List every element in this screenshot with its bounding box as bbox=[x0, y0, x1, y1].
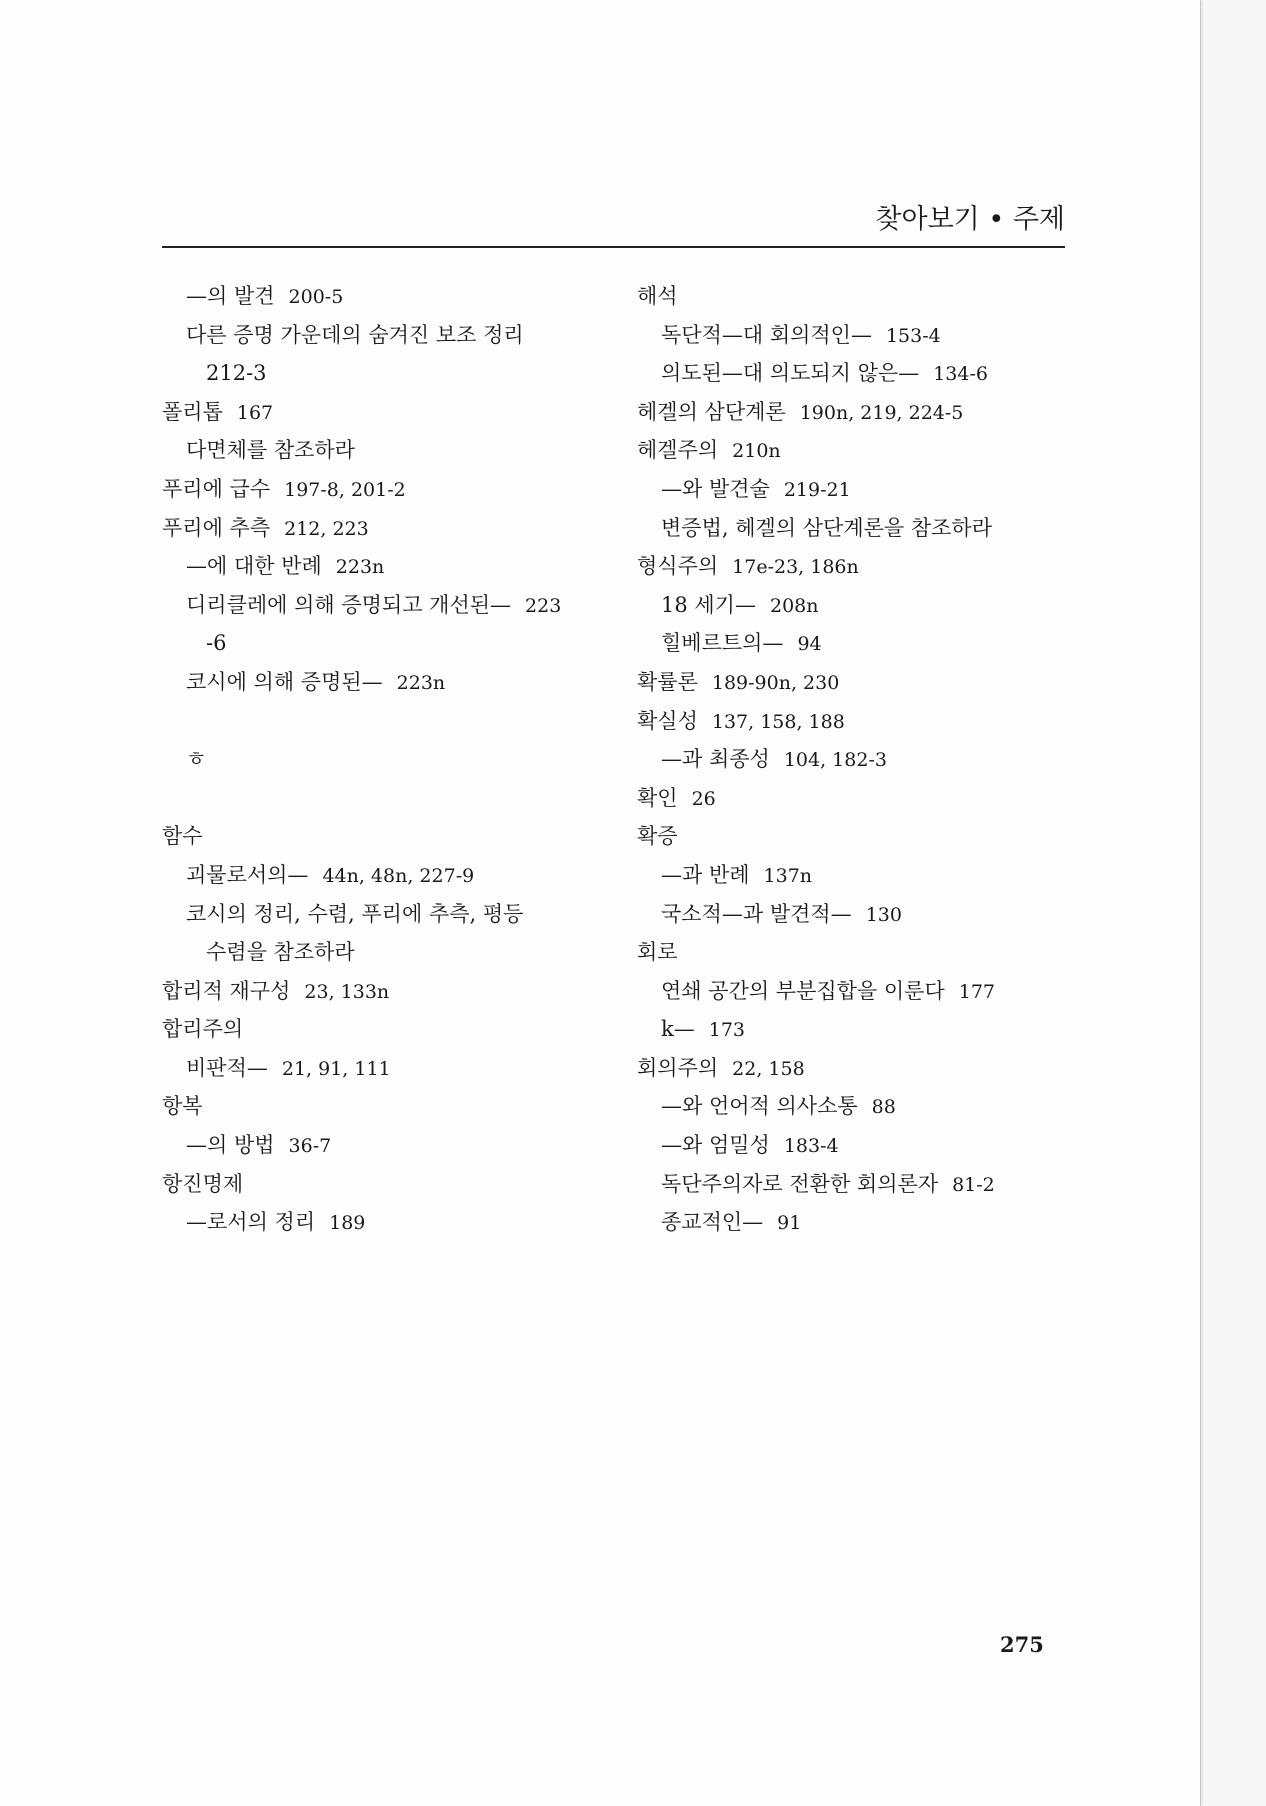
index-page-refs: 130 bbox=[865, 903, 902, 926]
index-page-refs: 189 bbox=[329, 1212, 366, 1235]
index-heading bbox=[162, 1010, 612, 1049]
index-column-right bbox=[637, 277, 1067, 1242]
index-term: 212-3 bbox=[206, 361, 267, 386]
index-heading bbox=[162, 470, 612, 509]
index-heading bbox=[637, 663, 1067, 702]
index-term: 변증법, 헤겔의 삼단계론을 참조하라 bbox=[661, 515, 992, 540]
index-subentry bbox=[162, 1203, 612, 1242]
index-page-refs: 200-5 bbox=[288, 286, 344, 308]
index-page-refs: 183-4 bbox=[783, 1135, 839, 1158]
index-subentry bbox=[637, 972, 1067, 1011]
index-term: 디리클레에 의해 증명되고 개선된— bbox=[186, 592, 512, 617]
index-subentry bbox=[162, 547, 612, 586]
index-page-refs: 36-7 bbox=[288, 1135, 332, 1158]
index-subentry bbox=[162, 431, 612, 470]
index-page-refs: 44n, 48n, 227-9 bbox=[322, 864, 475, 887]
index-page-refs: 21, 91, 111 bbox=[281, 1057, 391, 1080]
index-term: 코시의 정리, 수렴, 푸리에 추측, 평등 bbox=[186, 901, 524, 926]
index-heading bbox=[637, 817, 1067, 856]
index-term: 폴리톱 bbox=[162, 399, 223, 424]
index-term: 헤겔의 삼단계론 bbox=[637, 399, 786, 424]
index-term: —과 최종성 bbox=[661, 747, 770, 772]
index-subentry bbox=[162, 663, 612, 702]
index-term: 괴물로서의— bbox=[186, 862, 309, 887]
index-term: 국소적—과 발견적— bbox=[661, 901, 852, 926]
index-page-refs: 167 bbox=[236, 401, 274, 424]
index-term: 해석 bbox=[637, 284, 678, 308]
index-heading bbox=[637, 431, 1067, 470]
index-subentry bbox=[637, 895, 1067, 934]
index-page-refs: 190n, 219, 224-5 bbox=[799, 401, 964, 424]
index-spacer bbox=[162, 779, 612, 818]
index-term: —와 엄밀성 bbox=[661, 1133, 770, 1158]
index-page-refs: 88 bbox=[871, 1096, 896, 1119]
index-term: 확증 bbox=[637, 824, 678, 849]
index-term: 항복 bbox=[162, 1094, 203, 1119]
index-page-refs: 134-6 bbox=[933, 363, 988, 386]
index-heading bbox=[162, 1165, 612, 1204]
index-subentry bbox=[162, 1049, 612, 1088]
index-page-refs: 17e-23, 186n bbox=[732, 556, 859, 579]
index-heading bbox=[162, 817, 612, 856]
index-subentry bbox=[162, 316, 612, 355]
index-spacer bbox=[162, 702, 612, 741]
index-subentry bbox=[637, 1165, 1067, 1204]
index-term: —과 반례 bbox=[661, 862, 750, 887]
index-term: 확인 bbox=[637, 785, 678, 810]
running-head-title: 찾아보기 • 주제 bbox=[875, 204, 1065, 235]
index-page-refs: 208n bbox=[769, 594, 819, 617]
index-term: 의도된—대 의도되지 않은— bbox=[661, 361, 920, 386]
index-page-refs: 212, 223 bbox=[284, 517, 369, 540]
index-term: 함수 bbox=[162, 824, 203, 849]
index-subentry bbox=[637, 316, 1067, 355]
index-term: -6 bbox=[206, 631, 227, 656]
index-term: 수렴을 참조하라 bbox=[206, 940, 355, 965]
index-page-refs: 189-90n, 230 bbox=[711, 671, 840, 694]
index-term: 종교적인— bbox=[661, 1210, 764, 1235]
index-term: 독단주의자로 전환한 회의론자 bbox=[661, 1171, 939, 1196]
index-heading bbox=[162, 393, 612, 432]
index-term: 헤겔주의 bbox=[637, 438, 719, 463]
index-subentry bbox=[637, 1087, 1067, 1126]
index-page-refs: 177 bbox=[958, 980, 996, 1003]
index-term: 연쇄 공간의 부분집합을 이룬다 bbox=[661, 978, 945, 1003]
index-page-refs: 23, 133n bbox=[304, 980, 390, 1003]
index-term: 힐베르트의— bbox=[661, 631, 784, 656]
running-head bbox=[162, 200, 1065, 248]
index-subentry bbox=[637, 1010, 1067, 1049]
index-term: 형식주의 bbox=[637, 554, 719, 579]
index-subentry bbox=[637, 354, 1067, 393]
index-subentry bbox=[162, 1126, 612, 1165]
index-heading bbox=[637, 933, 1067, 972]
index-subentry bbox=[162, 354, 612, 393]
index-term: —의 발견 bbox=[186, 284, 275, 308]
index-term: 확실성 bbox=[637, 708, 698, 733]
index-page-refs: 104, 182-3 bbox=[783, 749, 887, 772]
index-page-refs: 223n bbox=[335, 556, 385, 579]
index-heading bbox=[637, 1049, 1067, 1088]
index-page-refs: 173 bbox=[708, 1019, 745, 1042]
index-subentry bbox=[162, 856, 612, 895]
index-page-refs: 197-8, 201-2 bbox=[284, 478, 406, 501]
index-term: —와 발견술 bbox=[661, 476, 770, 501]
index-page-refs: 210n bbox=[732, 440, 781, 463]
index-heading bbox=[637, 702, 1067, 741]
index-term: —로서의 정리 bbox=[186, 1210, 316, 1235]
index-page-refs: 26 bbox=[691, 787, 716, 810]
index-term: 다른 증명 가운데의 숨겨진 보조 정리 bbox=[186, 322, 524, 347]
index-term: k— bbox=[661, 1017, 695, 1042]
index-subentry bbox=[637, 470, 1067, 509]
index-term: 비판적— bbox=[186, 1055, 268, 1080]
index-heading bbox=[637, 393, 1067, 432]
index-subentry bbox=[637, 509, 1067, 548]
index-term: 회의주의 bbox=[637, 1055, 719, 1080]
index-subentry bbox=[637, 740, 1067, 779]
index-term: 회로 bbox=[637, 940, 678, 965]
index-heading bbox=[162, 972, 612, 1011]
index-page-refs: 219-21 bbox=[783, 478, 851, 501]
index-subentry bbox=[637, 624, 1067, 663]
index-term: 푸리에 급수 bbox=[162, 476, 271, 501]
index-subentry bbox=[637, 586, 1067, 625]
index-term: 합리적 재구성 bbox=[162, 978, 291, 1003]
index-page-refs: 22, 158 bbox=[732, 1057, 805, 1080]
index-term: 코시에 의해 증명된— bbox=[186, 669, 383, 694]
index-term: ㅎ bbox=[186, 747, 207, 772]
index-subentry bbox=[637, 856, 1067, 895]
index-heading bbox=[637, 547, 1067, 586]
page-number: 275 bbox=[1000, 1632, 1044, 1657]
index-page-refs: 94 bbox=[797, 633, 822, 656]
index-term: 다면체를 참조하라 bbox=[186, 438, 355, 463]
index-subentry bbox=[162, 740, 612, 779]
index-page-refs: 153-4 bbox=[885, 324, 941, 347]
index-heading bbox=[162, 509, 612, 548]
index-subentry bbox=[637, 1126, 1067, 1165]
index-heading bbox=[637, 779, 1067, 818]
index-term: —의 방법 bbox=[186, 1133, 275, 1158]
index-subentry bbox=[162, 586, 612, 625]
index-term: 18 세기— bbox=[661, 592, 756, 617]
index-heading bbox=[637, 277, 1067, 316]
index-page-refs: 137, 158, 188 bbox=[711, 710, 845, 733]
index-subentry bbox=[162, 933, 612, 972]
index-subentry bbox=[637, 1203, 1067, 1242]
index-page-refs: 223n bbox=[396, 671, 446, 694]
index-page-refs: 137n bbox=[763, 864, 813, 887]
index-subentry bbox=[162, 895, 612, 934]
index-subentry bbox=[162, 624, 612, 663]
viewer-gutter bbox=[1204, 0, 1266, 1806]
index-term: —에 대한 반례 bbox=[186, 554, 322, 579]
index-term: —와 언어적 의사소통 bbox=[661, 1094, 858, 1119]
index-term: 확률론 bbox=[637, 669, 698, 694]
index-term: 항진명제 bbox=[162, 1171, 244, 1196]
index-term: 합리주의 bbox=[162, 1017, 244, 1042]
index-term: 푸리에 추측 bbox=[162, 515, 271, 540]
index-term: 독단적—대 회의적인— bbox=[661, 322, 872, 347]
index-subentry bbox=[162, 277, 612, 316]
index-page-refs: 223 bbox=[525, 594, 562, 617]
index-page-refs: 91 bbox=[777, 1212, 802, 1235]
index-column-left bbox=[162, 277, 612, 1242]
index-heading bbox=[162, 1087, 612, 1126]
index-page-refs: 81-2 bbox=[952, 1173, 995, 1196]
